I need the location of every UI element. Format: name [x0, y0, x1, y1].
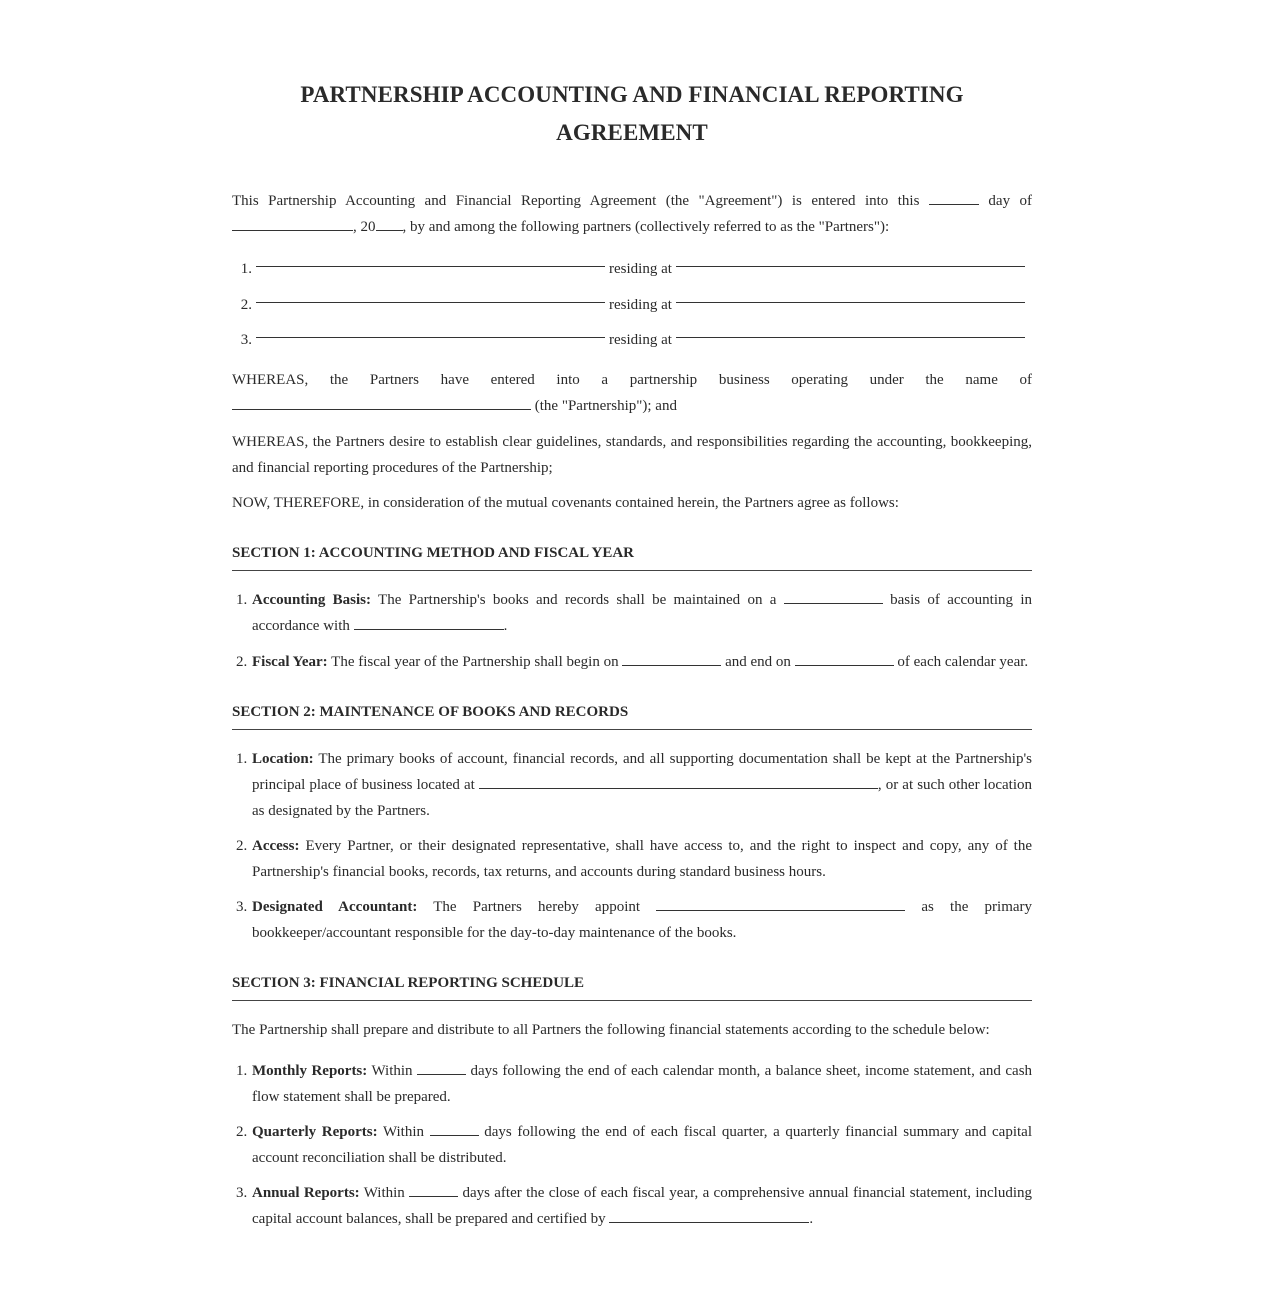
document-title: [232, 76, 1032, 152]
now-therefore-paragraph: NOW, THEREFORE, in consideration of the mutual covenants contained herein, the Partners agree as follows:: [232, 494, 899, 511]
item-text: .: [503, 617, 508, 634]
item-text: .: [809, 1210, 814, 1227]
quarterly-days-blank[interactable]: [430, 1121, 479, 1136]
item-text: The primary books of account, financial records, and all supporting documentation shall be kept at the Partnership's principal place of business located at: [252, 750, 1032, 793]
item-text: Every Partner, or their designated representative, shall have access to, and the right to inspect and copy, any of the Partnership's financial books, records, tax returns, and accounts during standard business hours.: [252, 837, 1032, 880]
item-text: , or at such other location as designated by the Partners.: [252, 776, 1032, 819]
partner-name-blank[interactable]: [256, 252, 605, 267]
residing-label: residing at: [609, 261, 672, 277]
intro-text-c: , 20: [353, 219, 376, 235]
item-label: Monthly Reports:: [252, 1062, 368, 1079]
list-item: [232, 833, 1032, 885]
partner-number: 2.: [240, 296, 252, 313]
item-text: Within: [382, 1123, 425, 1140]
item-text: Within: [371, 1062, 413, 1079]
title-line-2: AGREEMENT: [556, 120, 708, 145]
section-2-heading: SECTION 2: MAINTENANCE OF BOOKS AND RECORDS: [232, 699, 1032, 730]
title-line-1: PARTNERSHIP ACCOUNTING AND FINANCIAL REPORTING: [300, 82, 964, 107]
partner-address-blank[interactable]: [676, 288, 1025, 303]
item-text: The fiscal year of the Partnership shall begin on: [331, 653, 619, 670]
item-number: 2.: [236, 1123, 248, 1140]
item-text: days following the end of each fiscal quarter, a quarterly financial summary and capital account reconciliation shall be distributed.: [252, 1123, 1032, 1166]
fiscal-start-blank[interactable]: [622, 651, 721, 666]
partner-row: [232, 327, 1032, 363]
item-label: Designated Accountant:: [252, 898, 418, 915]
partner-address-blank[interactable]: [676, 323, 1025, 338]
location-blank[interactable]: [479, 774, 878, 789]
item-number: 2.: [236, 653, 248, 670]
item-number: 3.: [236, 898, 248, 915]
certifier-blank[interactable]: [609, 1208, 809, 1223]
partner-number: 3.: [240, 332, 252, 348]
section-3-list: [232, 1058, 1032, 1232]
partner-name-blank[interactable]: [256, 288, 605, 303]
item-label: Location:: [252, 750, 314, 767]
monthly-days-blank[interactable]: [417, 1060, 466, 1075]
partner-list: [232, 256, 1032, 363]
item-text: basis of accounting in accordance with: [252, 591, 1032, 634]
intro-text-a: This Partnership Accounting and Financial Reporting Agreement (the "Agreement") is entered into this: [232, 193, 920, 209]
whereas1-text-b: (the "Partnership"); and: [534, 397, 677, 414]
partner-row: [232, 256, 1032, 292]
month-blank[interactable]: [232, 216, 353, 231]
item-label: Access:: [252, 837, 300, 854]
list-item: [232, 649, 1032, 675]
fiscal-end-blank[interactable]: [795, 651, 894, 666]
item-text: Within: [363, 1184, 405, 1201]
item-label: Quarterly Reports:: [252, 1123, 378, 1140]
section-3-intro: The Partnership shall prepare and distribute to all Partners the following financial statements according to the schedule below:: [232, 1021, 990, 1038]
partner-row: [232, 292, 1032, 328]
section-3-heading: SECTION 3: FINANCIAL REPORTING SCHEDULE: [232, 970, 1032, 1001]
intro-paragraph: [232, 188, 1032, 240]
day-blank[interactable]: [929, 190, 979, 205]
partner-number: 1.: [240, 261, 252, 277]
section-1-heading: SECTION 1: ACCOUNTING METHOD AND FISCAL YEAR: [232, 540, 1032, 571]
list-item: [232, 1058, 1032, 1110]
partnership-name-blank[interactable]: [232, 395, 531, 410]
item-number: 1.: [236, 591, 248, 608]
item-text: days following the end of each calendar month, a balance sheet, income statement, and cash flow statement shall be prepared.: [252, 1062, 1033, 1105]
item-text: days after the close of each fiscal year, a comprehensive annual financial statement, including capital account balances, shall be prepared and certified by: [252, 1184, 1032, 1227]
residing-label: residing at: [609, 296, 672, 313]
accountant-blank[interactable]: [656, 896, 905, 911]
annual-days-blank[interactable]: [409, 1182, 458, 1197]
year-blank[interactable]: [376, 216, 403, 231]
list-item: [232, 894, 1032, 946]
section-2-list: [232, 746, 1032, 946]
item-label: Annual Reports:: [252, 1184, 360, 1201]
accounting-basis-blank[interactable]: [784, 589, 883, 604]
whereas1-text-a: WHEREAS, the Partners have entered into a partnership business operating under the name of: [232, 371, 1032, 388]
partner-address-blank[interactable]: [676, 252, 1025, 267]
item-number: 3.: [236, 1184, 248, 1201]
agreement-document: [232, 76, 1032, 1232]
item-number: 1.: [236, 1062, 248, 1079]
item-text: The Partnership's books and records shall be maintained on a: [378, 591, 777, 608]
partner-name-blank[interactable]: [256, 323, 605, 338]
item-text: of each calendar year.: [897, 653, 1029, 670]
item-text: and end on: [725, 653, 791, 670]
list-item: [232, 1180, 1032, 1232]
item-number: 1.: [236, 750, 248, 767]
item-label: Fiscal Year:: [252, 653, 328, 670]
whereas-paragraph-1: [232, 367, 1032, 419]
list-item: [232, 587, 1032, 639]
accordance-blank[interactable]: [354, 615, 504, 630]
intro-text-d: , by and among the following partners (collectively referred to as the "Partners"):: [402, 219, 890, 235]
section-1-list: [232, 587, 1032, 675]
intro-text-b: day of: [988, 193, 1033, 209]
list-item: [232, 1119, 1032, 1171]
residing-label: residing at: [609, 332, 672, 348]
whereas-paragraph-2: WHEREAS, the Partners desire to establish clear guidelines, standards, and responsibilities regarding the accounting, bookkeeping, and financial reporting procedures of the Partnership;: [232, 433, 1032, 476]
item-label: Accounting Basis:: [252, 591, 371, 608]
list-item: [232, 746, 1032, 824]
item-number: 2.: [236, 837, 248, 854]
item-text: The Partners hereby appoint: [433, 898, 641, 915]
item-text: as the primary bookkeeper/accountant responsible for the day-to-day maintenance of the books.: [252, 898, 1033, 941]
